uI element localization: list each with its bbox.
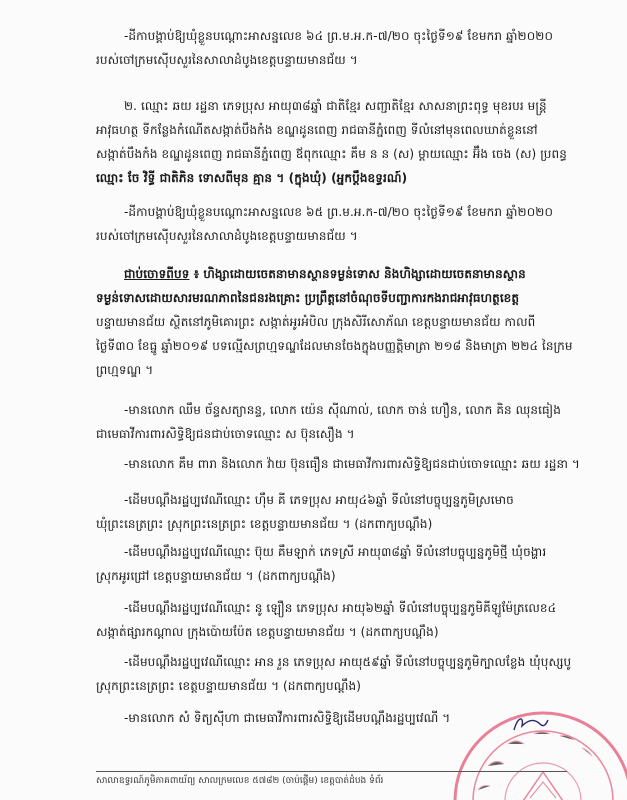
civil-party-2: -ដើមបណ្ដឹងរដ្ឋប្បវេណីឈ្មោះ ប៊ុយ គឹមឡាក់ ភេទស្រី អាយុ៣៨ឆ្នាំ ទីលំនៅបច្ចុប្បន្នភូមិថ្មី ឃុំចង្ហារ ស្រុកអូរជ្រៅ ខេត្តបន្ទាយមានជ័យ ។ (ដកពាក្យបណ្ដឹង) [96,545,547,583]
detention-order-1: -ដីកាបង្គាប់ឱ្យឃុំខ្លួនបណ្ដោះអាសន្នលេខ ៦៤ ព្រ.ម.អ.ក-៧/២០ ចុះថ្ងៃទី១៩ ខែមករា ឆ្នាំ២០២០ [124,29,554,43]
detention-order-2-cont: របស់ចៅក្រមស៊ើបសួរនៃសាលាដំបូងខេត្តបន្ទាយមានជ័យ ។ [96,229,358,243]
civil-party-4: -ដើមបណ្ដឹងរដ្ឋប្បវេណីឈ្មោះ អាន រួន ភេទប្រុស អាយុ៥៩ឆ្នាំ ទីលំនៅបច្ចុប្បន្នភូមិក្បាលខ្លែង ឃុំបុស្សបូ ស្រុកព្រះនេត្រព្រះ ខេត្តបន្ទាយមានជ័យ ។ (ដកពាក្យបណ្ដឹង) [96,655,572,693]
lawyers-defendant-1: -មានលោក ឈឹម ច័ន្ទសត្យានន្ទ, លោក យ៉េន ស៊ីណាល់, លោក ចាន់ ហឿន, លោក គិន ឈុនធៀង ជាមេធាវីការពារសិទ្ធិឱ្យជនជាប់ចោទឈ្មោះ ស ប៊ុនសឿង ។ [96,403,561,441]
footer-divider [96,771,567,772]
civil-party-lawyer: -មានលោក សំ ទិត្យស៊ីហា ជាមេធាវីការពារសិទ្ធិឱ្យដើមបណ្ដឹងរដ្ឋប្បវេណី ។ [124,711,451,725]
official-seal [448,706,627,800]
detention-order-1-cont: របស់ចៅក្រមស៊ើបសួរនៃសាលាដំបូងខេត្តបន្ទាយមានជ័យ ។ [96,53,358,67]
charges-label: ជាប់ចោទពីបទ [124,267,190,281]
civil-party-1: -ដើមបណ្ដឹងរដ្ឋប្បវេណីឈ្មោះ ហ៊ឹម គី ភេទប្រុស អាយុ៤៦ឆ្នាំ ទីលំនៅបច្ចុប្បន្នភូមិស្រមោច ឃុំព្រះនេត្រព្រះ ស្រុកព្រះនេត្រព្រះ ខេត្តបន្ទាយមានជ័យ ។ (ដកពាក្យបណ្ដឹង) [96,493,514,531]
lawyers-defendant-2: -មានលោក គឹម ពារា និងលោក វ៉ាយ ប៊ុនធឿន ជាមេធាវីការពារសិទ្ធិឱ្យជនជាប់ចោទឈ្មោះ ឆយ រដ្ឋនា ។ [124,457,580,471]
footer-text: សាលាឧទ្ធរណ៍ភូមិភាគពាយ័ព្យ សាលក្រមលេខ ៥៧៨២ (ចាប់ផ្ដើម) ខេត្តបាត់ដំបង ទំព័រ [96,776,384,786]
charges-section: ជាប់ចោទពីបទ ៖ ហិង្សាដោយចេតនាមានស្ថានទម្ងន់ទោស និងហិង្សាដោយចេតនាមានស្ថាន ទម្ងន់ទោសដោយសារមរណភាពនៃជនរងគ្រោះ ប្រព្រឹត្តនៅចំណុចទីបញ្ជាការកងរាជអាវុធហត្ថខេត្ត បន្ទាយមានជ័យ ស្ថិតនៅភូមិគោរព្រះ សង្កាត់អូរអំបិល ក្រុងសិរីសោភ័ណ ខេត្តបន្ទាយមានជ័យ កាលពី ថ្ងៃទី៣០ ខែធ្នូ ឆ្នាំ២០១៩ បទល្មើសព្រហ្មទណ្ឌដែលមានចែងក្នុងបញ្ញត្តិមាត្រា ២១៨ និងមាត្រា ២២៤ នៃក្រម ព្រហ្មទណ្ឌ ។ [96,267,573,377]
defendant-2-details: ២. ឈ្មោះ ឆយ រដ្ឋនា ភេទប្រុស អាយុ៣៨ឆ្នាំ ជាតិខ្មែរ សញ្ជាតិខ្មែរ សាសនាព្រះពុទ្ធ មុខរបរ មន្ត្រី អាវុធហត្ថ ទីកន្លែងកំណើតសង្កាត់បឹងកំង ខណ្ឌដូនពេញ រាជធានីភ្នំពេញ ទីលំនៅមុនពេលឃាត់ខ្លួននៅ សង្កាត់បឹងកំង ខណ្ឌដូនពេញ រាជធានីភ្នំពេញ ឪពុកឈ្មោះ គឹម ន ន (ស) ម្ដាយឈ្មោះ អ៊ឹង ចេង (ស) ប្រពន្ធ ឈ្មោះ ចែ វិទ្ធី ជាតិភិន ទោសពីមុន គ្មាន ។ (ក្នុងឃុំ) (អ្នកប្ដឹងឧទ្ធរណ៍) [96,99,567,185]
detention-order-2: -ដីកាបង្គាប់ឱ្យឃុំខ្លួនបណ្ដោះអាសន្នលេខ ៦៥ ព្រ.ម.អ.ក-៧/២០ ចុះថ្ងៃទី១៩ ខែមករា ឆ្នាំ២០២០ [124,205,554,219]
civil-party-3: -ដើមបណ្ដឹងរដ្ឋប្បវេណីឈ្មោះ នូ ឡឿន ភេទប្រុស អាយុ៦២ឆ្នាំ ទីលំនៅបច្ចុប្បន្នភូមិគីឡូម៉ែត្រលេខ៤ សង្កាត់ផ្សារកណ្ដាល ក្រុងប៉ោយប៉ែត ខេត្តបន្ទាយមានជ័យ ។ (ដកពាក្យបណ្ដឹង) [96,601,557,639]
